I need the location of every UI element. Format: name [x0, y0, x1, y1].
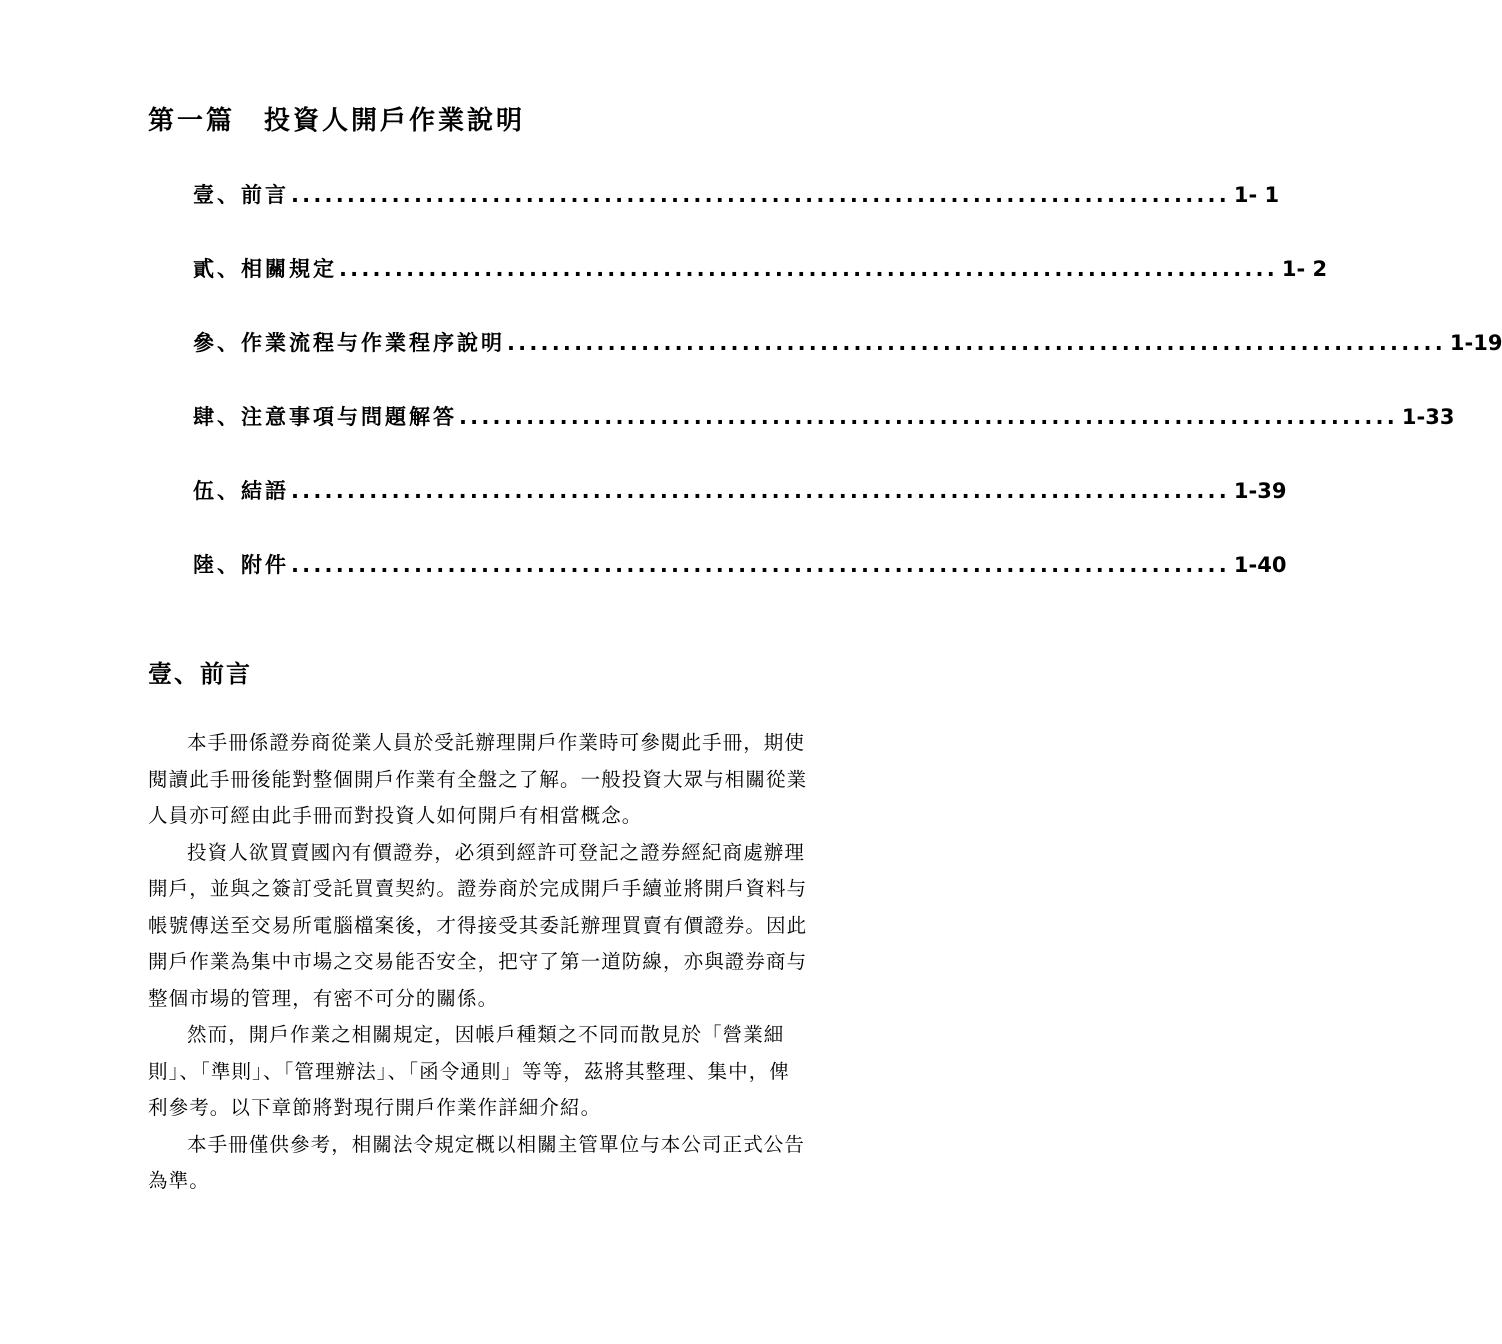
toc-leader-dots: ....................................................................................	[291, 183, 1230, 207]
toc-leader-dots: ....................................................................................	[291, 553, 1230, 577]
toc-leader-dots: ....................................................................................	[291, 479, 1230, 503]
toc-leader-dots: ....................................................................................	[339, 257, 1278, 281]
toc-entry-label: 壹、前言	[193, 183, 289, 207]
paragraph: 本手冊僅供參考，相關法令規定概以相關主管單位与本公司正式公告為準。	[148, 1132, 806, 1192]
toc-leader-dots: ....................................................................................	[459, 405, 1398, 429]
toc-entry-page: 1-39	[1233, 479, 1287, 503]
toc-entry[interactable]	[193, 321, 1502, 395]
toc-entry-page: 1-33	[1401, 405, 1455, 429]
toc-entry-label: 貳、相關規定	[193, 257, 337, 281]
section-body	[148, 725, 808, 1200]
paragraph: 投資人欲買賣國內有價證券，必須到經許可登記之證券經紀商處辦理開戶，並與之簽訂受託買賣契約。證券商於完成開戶手續並將開戶資料与帳號傳送至交易所電腦檔案後，才得接受其委託辦理買賣有價證券。因此開戶作業為集中市場之交易能否安全，把守了第一道防線，亦與證券商与整個市場的管理，有密不可分的關係。	[148, 840, 808, 1010]
section-heading: 壹、前言	[148, 660, 252, 688]
toc-entry[interactable]	[193, 543, 1287, 617]
paragraph: 然而，開戶作業之相關規定，因帳戶種類之不同而散見於「營業細則」、「準則」、「管理辦法」、「函令通則」等等，茲將其整理、集中，俾利參考。以下章節將對現行開戶作業作詳細介紹。	[148, 1023, 790, 1119]
toc-entry-page: 1- 2	[1281, 257, 1328, 281]
toc-entry-page: 1-40	[1233, 553, 1287, 577]
toc-entry-label: 參、作業流程与作業程序說明	[193, 331, 505, 355]
toc-entry-label: 肆、注意事項与問題解答	[193, 405, 457, 429]
part-title: 第一篇 投資人開戶作業說明	[148, 106, 526, 136]
table-of-contents	[193, 173, 1502, 617]
toc-entry-label: 陸、附件	[193, 553, 289, 577]
toc-entry-page: 1- 1	[1233, 183, 1280, 207]
toc-entry[interactable]	[193, 247, 1328, 321]
toc-leader-dots: ....................................................................................	[507, 331, 1446, 355]
paragraph: 本手冊係證券商從業人員於受託辦理開戶作業時可參閱此手冊，期使閱讀此手冊後能對整個開戶作業有全盤之了解。一般投資大眾与相關從業人員亦可經由此手冊而對投資人如何開戶有相當概念。	[148, 731, 808, 827]
toc-entry[interactable]	[193, 395, 1455, 469]
toc-entry-label: 伍、結語	[193, 479, 289, 503]
toc-entry-page: 1-19	[1449, 331, 1502, 355]
toc-entry[interactable]	[193, 173, 1280, 247]
toc-entry[interactable]	[193, 469, 1287, 543]
